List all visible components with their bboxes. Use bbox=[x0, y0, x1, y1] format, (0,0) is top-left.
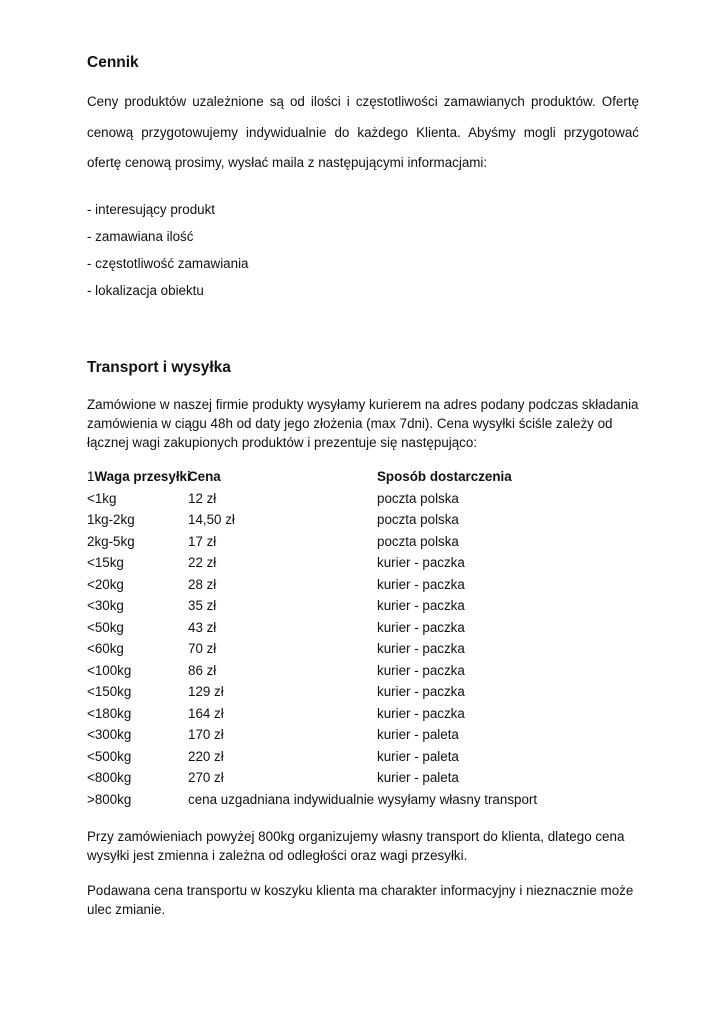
transport-heading: Transport i wysyłka bbox=[87, 359, 231, 376]
cell-weight: <800kg bbox=[87, 770, 132, 785]
cell-method: kurier - paleta bbox=[377, 727, 459, 742]
cell-weight: 2kg-5kg bbox=[87, 533, 135, 549]
cell-price: 35 zł bbox=[188, 598, 217, 613]
cennik-heading: Cennik bbox=[87, 54, 139, 71]
cell-weight: <60kg bbox=[87, 641, 124, 656]
table-row bbox=[87, 619, 647, 641]
table-row bbox=[87, 791, 647, 813]
cell-weight: <15kg bbox=[87, 555, 124, 570]
cennik-intro: Ceny produktów uzależnione są od ilości i częstotliwości zamawianych produktów. Ofertę cenową przygotowujemy indywidualnie do każdego Klienta. Abyśmy mogli przygotować ofertę cenową prosimy, wysłać maila z następującymi informacjami: bbox=[87, 94, 639, 170]
table-row bbox=[87, 705, 647, 727]
cell-method: kurier - paleta bbox=[377, 748, 459, 764]
header-weight: Waga przesyłki bbox=[94, 469, 191, 484]
cell-price: 270 zł bbox=[188, 770, 224, 785]
cell-weight: <500kg bbox=[87, 748, 132, 764]
cell-weight: <20kg bbox=[87, 576, 124, 592]
cell-method: kurier - paczka bbox=[377, 641, 465, 656]
cell-method: poczta polska bbox=[377, 512, 459, 527]
table-row bbox=[87, 662, 647, 684]
cell-price: 43 zł bbox=[188, 619, 217, 635]
cell-method: kurier - paczka bbox=[377, 619, 465, 635]
cell-price: 22 zł bbox=[188, 555, 217, 570]
cell-weight: 1kg-2kg bbox=[87, 512, 135, 527]
cell-price: 70 zł bbox=[188, 641, 217, 656]
table-row bbox=[87, 640, 647, 662]
table-row bbox=[87, 576, 647, 598]
table-row bbox=[87, 533, 647, 555]
cell-method: kurier - paczka bbox=[377, 705, 465, 721]
cell-price: 220 zł bbox=[188, 748, 224, 764]
cell-price: 28 zł bbox=[188, 576, 217, 592]
shipping-table bbox=[87, 468, 647, 812]
cell-price: 170 zł bbox=[188, 727, 224, 742]
cell-weight: <1kg bbox=[87, 490, 117, 506]
cell-price: 129 zł bbox=[188, 684, 224, 699]
cell-price: 17 zł bbox=[188, 533, 217, 549]
list-item: - zamawiana ilość bbox=[87, 229, 194, 244]
cell-method: kurier - paczka bbox=[377, 555, 465, 570]
cell-price: 14,50 zł bbox=[188, 512, 235, 527]
table-row bbox=[87, 683, 647, 705]
list-item: - interesujący produkt bbox=[87, 202, 216, 217]
cell-weight: <30kg bbox=[87, 598, 124, 613]
cell-weight: >800kg bbox=[87, 791, 132, 807]
table-row bbox=[87, 748, 647, 770]
cell-method: poczta polska bbox=[377, 533, 459, 549]
cell-weight: <300kg bbox=[87, 727, 132, 742]
cell-method: kurier - paleta bbox=[377, 770, 459, 785]
cell-method: kurier - paczka bbox=[377, 576, 465, 592]
table-row bbox=[87, 769, 647, 791]
table-row bbox=[87, 554, 647, 576]
cell-weight: <50kg bbox=[87, 619, 124, 635]
cell-weight: <100kg bbox=[87, 662, 132, 678]
transport-note-2: Podawana cena transportu w koszyku klienta ma charakter informacyjny i nieznacznie może ulec zmianie. bbox=[87, 883, 634, 917]
header-method: Sposób dostarczenia bbox=[377, 469, 512, 484]
cennik-list bbox=[87, 201, 249, 309]
table-row bbox=[87, 490, 647, 512]
list-item: - lokalizacja obiektu bbox=[87, 283, 204, 298]
transport-intro: Zamówione w naszej firmie produkty wysyłamy kurierem na adres podany podczas składania zamówienia w ciągu 48h od daty jego złożenia (max 7dni). Cena wysyłki ściśle zależy od łącznej wagi zakupionych produktów i prezentuje się następująco: bbox=[87, 397, 639, 450]
header-price: Cena bbox=[188, 469, 221, 484]
cell-price: 12 zł bbox=[188, 490, 217, 506]
cell-method: kurier - paczka bbox=[377, 662, 465, 678]
table-row bbox=[87, 726, 647, 748]
cell-method: kurier - paczka bbox=[377, 684, 465, 699]
table-row bbox=[87, 597, 647, 619]
table-header-row bbox=[87, 468, 647, 490]
cell-price: 164 zł bbox=[188, 705, 224, 721]
cell-weight: <150kg bbox=[87, 684, 132, 699]
header-prefix: 1 bbox=[87, 469, 95, 484]
cell-method: kurier - paczka bbox=[377, 598, 465, 613]
table-row bbox=[87, 511, 647, 533]
cell-method: poczta polska bbox=[377, 490, 459, 506]
cell-weight: <180kg bbox=[87, 705, 132, 721]
table-body bbox=[87, 490, 647, 791]
list-item: - częstotliwość zamawiania bbox=[87, 256, 249, 271]
transport-note-1: Przy zamówieniach powyżej 800kg organizujemy własny transport do klienta, dlatego cena wysyłki jest zmienna i zależna od odległości oraz wagi przesyłki. bbox=[87, 829, 625, 863]
cell-note: cena uzgadniana indywidualnie wysyłamy własny transport bbox=[188, 791, 538, 807]
cell-price: 86 zł bbox=[188, 662, 217, 678]
